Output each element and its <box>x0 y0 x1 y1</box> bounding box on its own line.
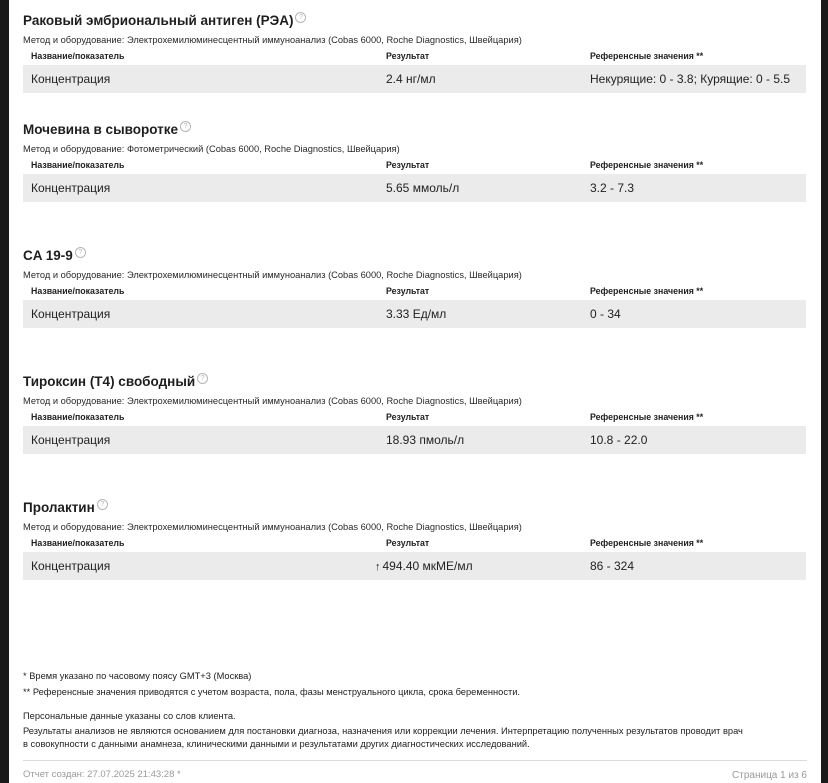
row-name: Концентрация <box>31 433 111 447</box>
page-number: Страница 1 из 6 <box>732 770 807 781</box>
row-name: Концентрация <box>31 181 111 195</box>
header-result: Результат <box>386 538 430 548</box>
table-row <box>23 65 806 93</box>
personal-data-note: Персональные данные указаны со слов клиента. <box>23 711 236 721</box>
test-method: Метод и оборудование: Электрохемилюминесцентный иммуноанализ (Cobas 6000, Roche Diagnostics, Швейцария) <box>23 35 522 45</box>
row-result: 3.33 Ед/мл <box>386 307 447 321</box>
header-result: Результат <box>386 286 430 296</box>
test-title: Раковый эмбриональный антиген (РЭА) ? <box>23 12 806 30</box>
reference-note: ** Референсные значения приводятся с учетом возраста, пола, фазы менструального цикла, срока беременности. <box>23 687 521 697</box>
test-section-urea <box>23 121 806 202</box>
row-reference: 86 - 324 <box>590 559 635 573</box>
header-name: Название/показатель <box>31 538 125 548</box>
table-row <box>23 552 806 580</box>
row-reference: 0 - 34 <box>590 307 621 321</box>
table-header <box>23 160 806 174</box>
header-reference: Референсные значения ** <box>590 51 704 61</box>
help-icon[interactable]: ? <box>75 247 86 258</box>
table-row <box>23 174 806 202</box>
table-header <box>23 538 806 552</box>
test-section-ca19-9 <box>23 247 806 328</box>
report-page <box>9 0 821 783</box>
header-name: Название/показатель <box>31 160 125 170</box>
table-row <box>23 426 806 454</box>
header-name: Название/показатель <box>31 412 125 422</box>
table-header <box>23 51 806 65</box>
test-title: Тироксин (Т4) свободный ? <box>23 373 806 391</box>
test-title: Мочевина в сыворотке ? <box>23 121 806 139</box>
row-result: 2.4 нг/мл <box>386 72 436 86</box>
test-method: Метод и оборудование: Фотометрический (Cobas 6000, Roche Diagnostics, Швейцария) <box>23 144 400 154</box>
row-name: Концентрация <box>31 72 111 86</box>
disclaimer-line-1: Результаты анализов не являются основанием для постановки диагноза, назначения или коррекции лечения. Интерпретацию полученных результатов проводит врач <box>23 726 743 736</box>
arrow-up-icon: ↑ <box>375 561 381 573</box>
test-section-prolactin <box>23 499 806 580</box>
disclaimer-line-2: в совокупности с данными анамнеза, клиническими данными и результатами других диагностических исследований. <box>23 739 530 749</box>
header-result: Результат <box>386 51 430 61</box>
row-reference: 3.2 - 7.3 <box>590 181 635 195</box>
header-reference: Референсные значения ** <box>590 160 704 170</box>
help-icon[interactable]: ? <box>180 121 191 132</box>
help-icon[interactable]: ? <box>197 373 208 384</box>
test-method: Метод и оборудование: Электрохемилюминесцентный иммуноанализ (Cobas 6000, Roche Diagnostics, Швейцария) <box>23 396 522 406</box>
row-reference: 10.8 - 22.0 <box>590 433 648 447</box>
test-title: CA 19-9 ? <box>23 247 806 265</box>
row-name: Концентрация <box>31 559 111 573</box>
disclaimer <box>23 710 813 751</box>
row-name: Концентрация <box>31 307 111 321</box>
row-result: 5.65 ммоль/л <box>386 181 460 195</box>
test-section-cea <box>23 12 806 93</box>
report-created: Отчет создан: 27.07.2025 21:43:28 * <box>23 769 181 780</box>
help-icon[interactable]: ? <box>97 499 108 510</box>
row-result <box>375 552 473 581</box>
header-reference: Референсные значения ** <box>590 538 704 548</box>
header-result: Результат <box>386 412 430 422</box>
table-header <box>23 412 806 426</box>
row-result-value: 494.40 мкМЕ/мл <box>382 559 473 573</box>
header-name: Название/показатель <box>31 286 125 296</box>
row-result: 18.93 пмоль/л <box>386 433 465 447</box>
test-method: Метод и оборудование: Электрохемилюминесцентный иммуноанализ (Cobas 6000, Roche Diagnostics, Швейцария) <box>23 270 522 280</box>
help-icon[interactable]: ? <box>295 12 306 23</box>
header-reference: Референсные значения ** <box>590 286 704 296</box>
table-header <box>23 286 806 300</box>
timezone-note: * Время указано по часовому поясу GMT+3 (Москва) <box>23 671 252 681</box>
footnotes <box>23 670 813 699</box>
header-name: Название/показатель <box>31 51 125 61</box>
footer-divider <box>23 760 807 761</box>
row-reference: Некурящие: 0 - 3.8; Курящие: 0 - 5.5 <box>590 72 791 86</box>
header-reference: Референсные значения ** <box>590 412 704 422</box>
header-result: Результат <box>386 160 430 170</box>
table-row <box>23 300 806 328</box>
test-title: Пролактин ? <box>23 499 806 517</box>
test-method: Метод и оборудование: Электрохемилюминесцентный иммуноанализ (Cobas 6000, Roche Diagnostics, Швейцария) <box>23 522 522 532</box>
test-section-t4-free <box>23 373 806 454</box>
